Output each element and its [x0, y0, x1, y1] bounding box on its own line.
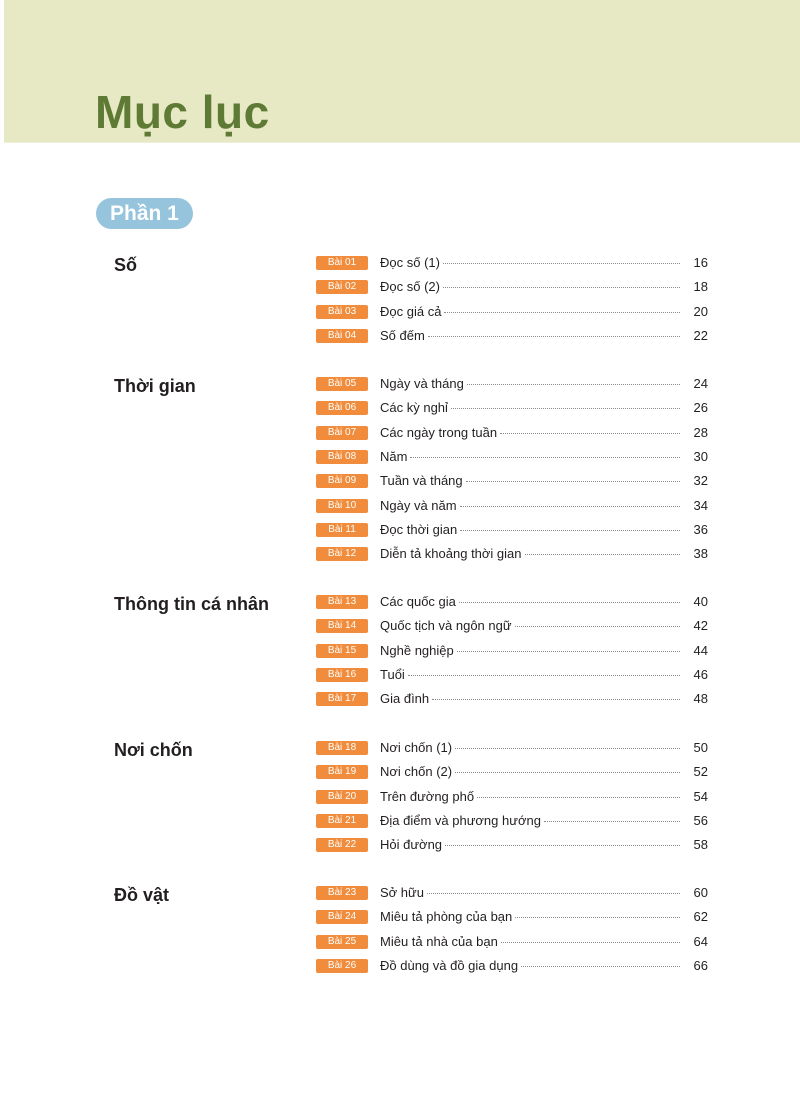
lesson-badge: Bài 24 — [316, 910, 368, 924]
lesson-badge: Bài 25 — [316, 935, 368, 949]
lesson-badge: Bài 11 — [316, 523, 368, 537]
lesson-title: Đồ dùng và đồ gia dụng — [380, 958, 519, 973]
lesson-badge: Bài 19 — [316, 765, 368, 779]
toc-entry[interactable] — [316, 739, 708, 757]
toc-entry[interactable] — [316, 933, 708, 951]
lesson-badge: Bài 14 — [316, 619, 368, 633]
toc-entry-line — [380, 545, 708, 563]
dot-leader — [544, 821, 680, 822]
toc-entry-line — [380, 884, 708, 902]
toc-entry-line — [380, 739, 708, 757]
toc-entry[interactable] — [316, 812, 708, 830]
page-number: 26 — [693, 400, 708, 415]
toc-entry[interactable] — [316, 836, 708, 854]
lesson-title: Gia đình — [380, 691, 430, 706]
toc-entry-line — [380, 617, 708, 635]
toc-entry[interactable] — [316, 666, 708, 684]
page-number: 56 — [693, 813, 708, 828]
lesson-title: Hỏi đường — [380, 837, 443, 852]
toc-entry-line — [380, 375, 708, 393]
lesson-title: Nghề nghiệp — [380, 643, 454, 658]
lesson-badge: Bài 16 — [316, 668, 368, 682]
dot-leader — [410, 457, 680, 458]
lesson-title: Các kỳ nghỉ — [380, 400, 448, 415]
toc-entry-line — [380, 933, 708, 951]
lesson-title: Sở hữu — [380, 885, 424, 900]
lesson-badge: Bài 12 — [316, 547, 368, 561]
page-number: 58 — [693, 837, 708, 852]
dot-leader — [460, 506, 680, 507]
dot-leader — [455, 772, 680, 773]
toc-entry-line — [380, 788, 708, 806]
dot-leader — [467, 384, 680, 385]
toc-entry-line — [380, 836, 708, 854]
toc-entry[interactable] — [316, 521, 708, 539]
lesson-title: Đọc giá cả — [380, 304, 442, 319]
dot-leader — [521, 966, 680, 967]
page-number: 52 — [693, 764, 708, 779]
dot-leader — [477, 797, 680, 798]
dot-leader — [460, 530, 680, 531]
page-number: 60 — [693, 885, 708, 900]
toc-entry[interactable] — [316, 642, 708, 660]
lesson-title: Các quốc gia — [380, 594, 456, 609]
lesson-title: Ngày và tháng — [380, 376, 464, 391]
toc-entry-line — [380, 908, 708, 926]
dot-leader — [455, 748, 680, 749]
toc-entry-line — [380, 399, 708, 417]
toc-entry-line — [380, 521, 708, 539]
toc-entry[interactable] — [316, 278, 708, 296]
toc-entry-line — [380, 593, 708, 611]
lesson-title: Nơi chốn (1) — [380, 740, 453, 755]
toc-entry[interactable] — [316, 788, 708, 806]
toc-entry[interactable] — [316, 327, 708, 345]
page-number: 18 — [693, 279, 708, 294]
dot-leader — [515, 626, 680, 627]
page-number: 66 — [693, 958, 708, 973]
toc-entry[interactable] — [316, 254, 708, 272]
lesson-title: Tuổi — [380, 667, 405, 682]
dot-leader — [451, 408, 680, 409]
page-number: 64 — [693, 934, 708, 949]
toc-entry-line — [380, 957, 708, 975]
lesson-badge: Bài 08 — [316, 450, 368, 464]
lesson-badge: Bài 17 — [316, 692, 368, 706]
lesson-badge: Bài 18 — [316, 741, 368, 755]
dot-leader — [408, 675, 680, 676]
page-number: 62 — [693, 909, 708, 924]
dot-leader — [501, 942, 680, 943]
page-number: 34 — [693, 498, 708, 513]
dot-leader — [427, 893, 680, 894]
dot-leader — [428, 336, 680, 337]
dot-leader — [444, 312, 680, 313]
page-number: 38 — [693, 546, 708, 561]
lesson-badge: Bài 02 — [316, 280, 368, 294]
lesson-badge: Bài 05 — [316, 377, 368, 391]
lesson-badge: Bài 21 — [316, 814, 368, 828]
lesson-badge: Bài 01 — [316, 256, 368, 270]
page-number: 28 — [693, 425, 708, 440]
lesson-badge: Bài 23 — [316, 886, 368, 900]
page-number: 36 — [693, 522, 708, 537]
page-number: 32 — [693, 473, 708, 488]
lesson-title: Năm — [380, 449, 408, 464]
lesson-title: Ngày và năm — [380, 498, 457, 513]
section-title: Đồ vật — [114, 885, 170, 905]
toc-entry[interactable] — [316, 690, 708, 708]
dot-leader — [432, 699, 680, 700]
toc-entry[interactable] — [316, 763, 708, 781]
lesson-title: Đọc thời gian — [380, 522, 458, 537]
lesson-title: Đọc số (2) — [380, 279, 440, 294]
lesson-badge: Bài 22 — [316, 838, 368, 852]
lesson-badge: Bài 09 — [316, 474, 368, 488]
dot-leader — [515, 917, 680, 918]
toc-entry[interactable] — [316, 884, 708, 902]
lesson-badge: Bài 03 — [316, 305, 368, 319]
page-number: 30 — [693, 449, 708, 464]
lesson-badge: Bài 10 — [316, 499, 368, 513]
toc-entry-line — [380, 642, 708, 660]
dot-leader — [445, 845, 680, 846]
lesson-title: Nơi chốn (2) — [380, 764, 453, 779]
page-number: 24 — [693, 376, 708, 391]
lesson-title: Địa điểm và phương hướng — [380, 813, 541, 828]
section-title: Thông tin cá nhân — [114, 594, 269, 614]
toc-entry-line — [380, 303, 708, 321]
dot-leader — [466, 481, 680, 482]
dot-leader — [500, 433, 680, 434]
lesson-title: Số đếm — [380, 328, 425, 343]
toc-entry-line — [380, 497, 708, 515]
page-number: 20 — [693, 304, 708, 319]
toc-entry-line — [380, 424, 708, 442]
lesson-title: Miêu tả nhà của bạn — [380, 934, 498, 949]
page-title: Mục lục — [95, 86, 270, 138]
page-number: 46 — [693, 667, 708, 682]
lesson-title: Đọc số (1) — [380, 255, 440, 270]
dot-leader — [525, 554, 680, 555]
lesson-badge: Bài 07 — [316, 426, 368, 440]
toc-entry-line — [380, 763, 708, 781]
section-title: Nơi chốn — [114, 740, 193, 760]
toc-entry[interactable] — [316, 593, 708, 611]
section-title: Thời gian — [114, 376, 196, 396]
part-label: Phần 1 — [96, 198, 193, 229]
lesson-title: Diễn tả khoảng thời gian — [380, 546, 522, 561]
toc-entry-line — [380, 472, 708, 490]
lesson-title: Tuần và tháng — [380, 473, 463, 488]
page-number: 16 — [693, 255, 708, 270]
lesson-badge: Bài 13 — [316, 595, 368, 609]
lesson-badge: Bài 20 — [316, 790, 368, 804]
toc-entry-line — [380, 254, 708, 272]
lesson-title: Quốc tịch và ngôn ngữ — [380, 618, 512, 633]
toc-entry[interactable] — [316, 448, 708, 466]
toc-entry[interactable] — [316, 908, 708, 926]
dot-leader — [443, 263, 680, 264]
toc-entry-line — [380, 666, 708, 684]
toc-entry[interactable] — [316, 497, 708, 515]
toc-entry[interactable] — [316, 303, 708, 321]
toc-entry-line — [380, 448, 708, 466]
toc-entry-line — [380, 278, 708, 296]
toc-entry[interactable] — [316, 617, 708, 635]
lesson-badge: Bài 26 — [316, 959, 368, 973]
page-number: 22 — [693, 328, 708, 343]
lesson-title: Miêu tả phòng của bạn — [380, 909, 513, 924]
page-number: 50 — [693, 740, 708, 755]
lesson-badge: Bài 04 — [316, 329, 368, 343]
lesson-title: Các ngày trong tuần — [380, 425, 498, 440]
toc-entry[interactable] — [316, 424, 708, 442]
page-number: 48 — [693, 691, 708, 706]
dot-leader — [443, 287, 680, 288]
toc-entry[interactable] — [316, 375, 708, 393]
dot-leader — [459, 602, 680, 603]
lesson-badge: Bài 06 — [316, 401, 368, 415]
toc-entry[interactable] — [316, 957, 708, 975]
toc-entry-line — [380, 812, 708, 830]
toc-entry[interactable] — [316, 545, 708, 563]
dot-leader — [457, 651, 680, 652]
toc-entry[interactable] — [316, 399, 708, 417]
toc-entry-line — [380, 690, 708, 708]
toc-entry-line — [380, 327, 708, 345]
page-number: 42 — [693, 618, 708, 633]
section-title: Số — [114, 255, 138, 275]
lesson-badge: Bài 15 — [316, 644, 368, 658]
toc-entry[interactable] — [316, 472, 708, 490]
page-number: 40 — [693, 594, 708, 609]
lesson-title: Trên đường phố — [380, 789, 475, 804]
page-number: 44 — [693, 643, 708, 658]
page-number: 54 — [693, 789, 708, 804]
